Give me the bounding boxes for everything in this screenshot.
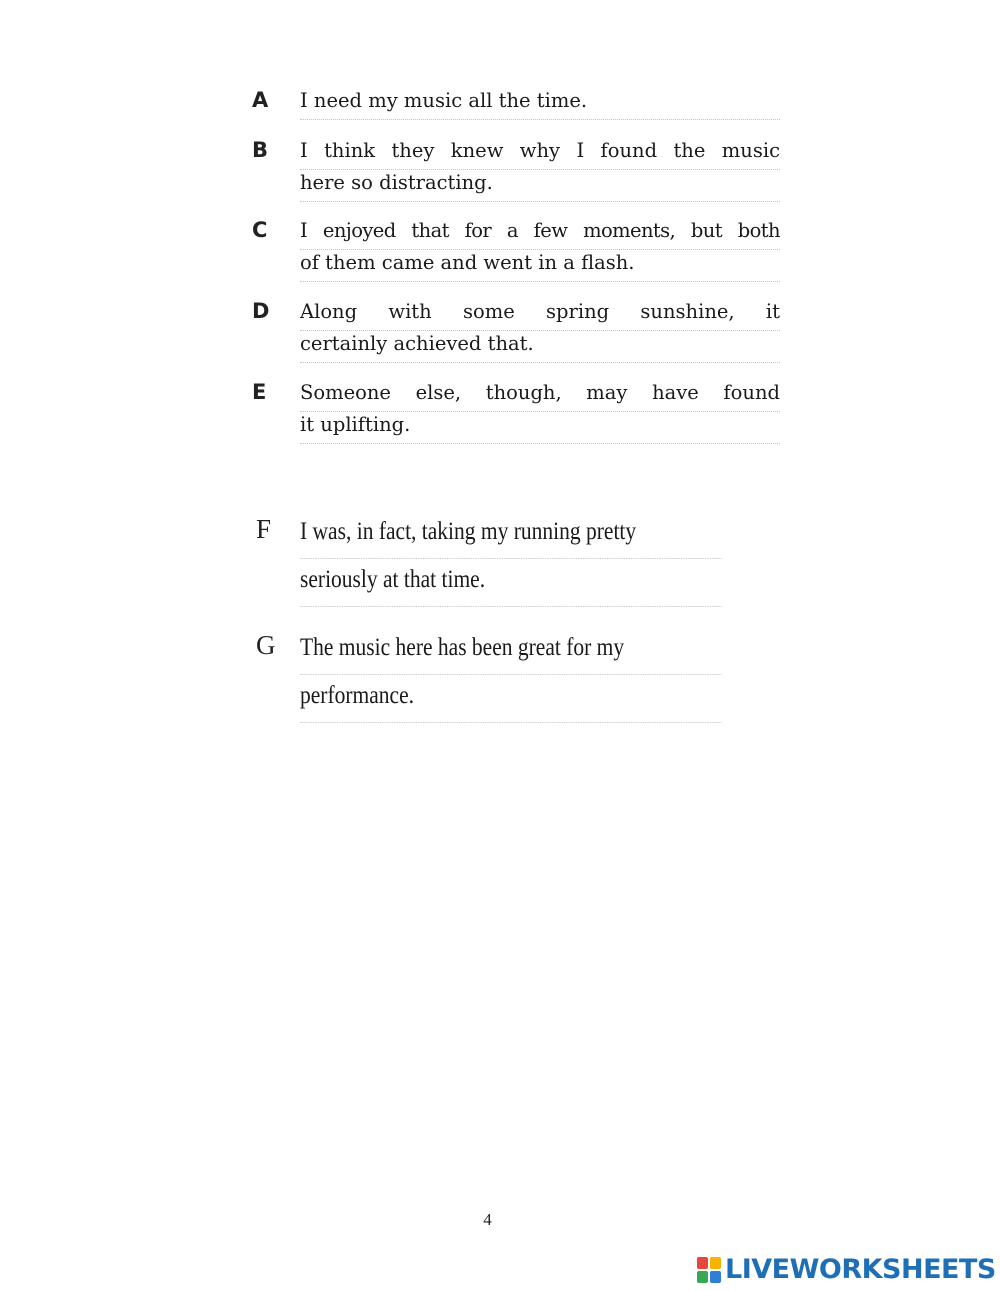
- option-text-line: Along with some spring sunshine, it: [300, 299, 780, 331]
- option-text-line: performance.: [300, 678, 721, 723]
- option-text-line: I need my music all the time.: [300, 88, 780, 120]
- option-text-line: The music here has been great for my: [300, 630, 721, 675]
- option-text-line: certainly achieved that.: [300, 331, 780, 363]
- option-letter: E: [252, 380, 267, 404]
- option-text-line: seriously at that time.: [300, 562, 721, 607]
- option-text-line: I was, in fact, taking my running pretty: [300, 514, 721, 559]
- option-text-line: I enjoyed that for a few moments, but both: [300, 218, 780, 250]
- option-text-line: of them came and went in a flash.: [300, 250, 780, 282]
- option-letter: B: [252, 138, 269, 162]
- page-number: 4: [483, 1210, 492, 1229]
- option-letter: G: [256, 630, 276, 660]
- logo-text: LIVEWORKSHEETS: [725, 1254, 996, 1285]
- option-text-line: I think they knew why I found the music: [300, 138, 780, 170]
- option-text-line: here so distracting.: [300, 170, 780, 202]
- logo-mark-icon: [697, 1257, 721, 1283]
- option-letter: C: [252, 218, 268, 242]
- option-text-line: Someone else, though, may have found: [300, 380, 780, 412]
- option-letter: D: [252, 299, 270, 323]
- option-text-line: it uplifting.: [300, 412, 780, 444]
- liveworksheets-logo[interactable]: [697, 1255, 996, 1285]
- option-letter: A: [252, 88, 269, 112]
- option-letter: F: [256, 514, 272, 544]
